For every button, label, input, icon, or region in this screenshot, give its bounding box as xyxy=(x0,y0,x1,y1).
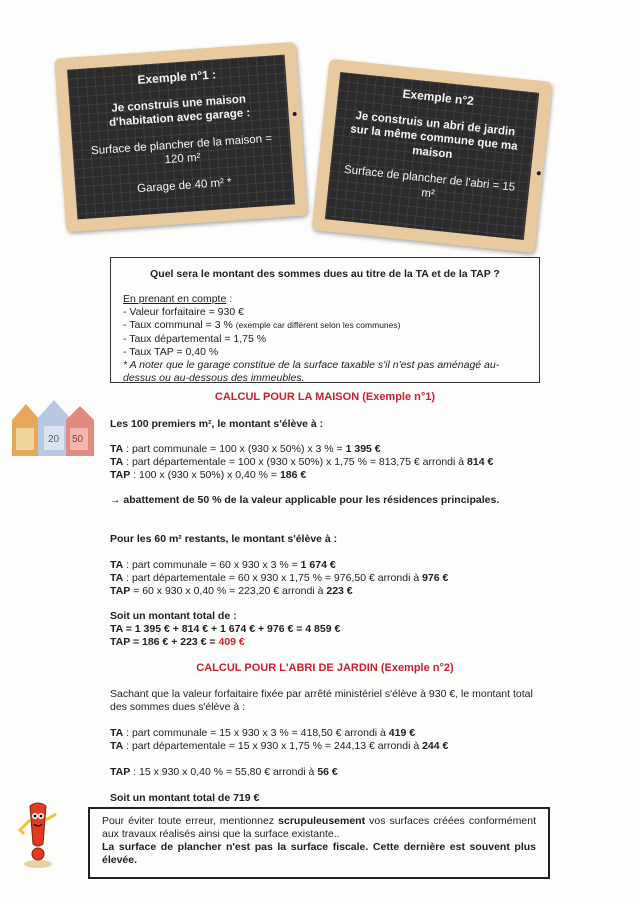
param-item: - Valeur forfaitaire = 930 € xyxy=(123,306,244,319)
warning-box xyxy=(88,807,550,879)
abri-total: Soit un montant total de 719 € xyxy=(110,792,260,804)
svg-text:20: 20 xyxy=(48,434,60,445)
warning-text-1: Pour éviter toute erreur, mentionnez scrupuleusement vos surfaces créées conformément aux travaux réalisés ainsi que la surface existante.. xyxy=(102,815,536,841)
abri-calcs: TA : part communale = 15 x 930 x 3 % = 418,50 € arrondi à 419 € TA : part départementale = 15 x 930 x 1,75 % = 244,13 € arrondi à 244 € xyxy=(110,727,449,753)
abri-heading: CALCUL POUR L'ABRI DE JARDIN (Exemple n°2) xyxy=(196,662,454,674)
euro-houses-icon xyxy=(8,390,100,462)
garage-note: * A noter que le garage constitue de la surface taxable s'il n'est pas aménagé au-dessus ou au-dessous des immeubles. xyxy=(123,358,500,384)
maison-heading: CALCUL POUR LA MAISON (Exemple n°1) xyxy=(214,391,436,403)
abri-tap: TAP : 15 x 930 x 0,40 % = 55,80 € arrondi à 56 € xyxy=(110,766,338,778)
slate1-title: Exemple n°1 : xyxy=(137,67,217,87)
slate2-line1: Je construis un abri de jardin sur la même commune que ma maison xyxy=(349,109,519,161)
param-item: - Taux départemental = 1,75 % xyxy=(123,332,267,345)
slate1-line1: Je construis une maison d'habitation avec garage : xyxy=(108,93,251,130)
slate1-line3: Garage de 40 m² * xyxy=(136,176,232,195)
svg-text:50: 50 xyxy=(72,434,84,445)
maison-first-calcs: TA : part communale = 100 x (930 x 50%) x 3 % = 1 395 € TA : part départementale = 100 x (930 x 50%) x 1,75 % = 813,75 € arrondi à 814 € TAP : 100 x (930 x 50%) x 0,40 % = 186 € xyxy=(110,443,494,482)
commune-note: (exemple car différent selon les communes) xyxy=(235,320,401,331)
abattement-note: → abattement de 50 % de la valeur applicable pour les résidences principales. xyxy=(110,494,500,506)
slate2-title: Exemple n°2 xyxy=(401,86,475,109)
exclamation-warning-icon xyxy=(10,800,66,870)
question-title: Quel sera le montant des sommes dues au titre de la TA et de la TAP ? xyxy=(150,268,500,280)
chalkboard-example-2 xyxy=(312,59,553,253)
peg-icon xyxy=(293,112,297,116)
peg-icon xyxy=(537,171,541,175)
maison-total: Soit un montant total de : TA = 1 395 € + 814 € + 1 674 € + 976 € = 4 859 € TAP = 186 € + 223 € = 409 € xyxy=(110,610,341,649)
first-100-title: Les 100 premiers m², le montant s'élève à : xyxy=(110,418,324,430)
question-box: Quel sera le montant des sommes dues au titre de la TA et de la TAP ? En prenant en compte : - Valeur forfaitaire = 930 € - Taux communal = 3 % (exemple car différent selon les communes) - Taux départemental = 1,75 % - Taux TAP = 0,40 % * A noter que le garage constitue de la surface taxable s'il n'est pas aménagé au-dessus ou au-dessous des immeubles. xyxy=(110,257,540,383)
chalkboard-example-1 xyxy=(54,42,308,232)
param-item: - Taux TAP = 0,40 % xyxy=(123,345,219,358)
slate1-line2: Surface de plancher de la maison = 120 m² xyxy=(90,132,273,167)
maison-rest-calcs: TA : part communale = 60 x 930 x 3 % = 1 674 € TA : part départementale = 60 x 930 x 1,75 % = 976,50 € arrondi à 976 € TAP = 60 x 930 x 0,40 % = 223,20 € arrondi à 223 € xyxy=(110,559,449,598)
intro-label: En prenant en compte xyxy=(123,293,227,306)
rest-60-title: Pour les 60 m² restants, le montant s'élève à : xyxy=(110,533,338,545)
abri-intro: Sachant que la valeur forfaitaire fixée par arrêté ministériel s'élève à 930 €, le montant total des sommes dues s'élève à : xyxy=(110,688,533,714)
warning-text-2: La surface de plancher n'est pas la surface fiscale. Cette dernière est souvent plus élevée. xyxy=(102,841,536,867)
slate2-line2: Surface de plancher de l'abri = 15 m² xyxy=(343,164,516,200)
param-item: - Taux communal = 3 % xyxy=(123,319,236,332)
